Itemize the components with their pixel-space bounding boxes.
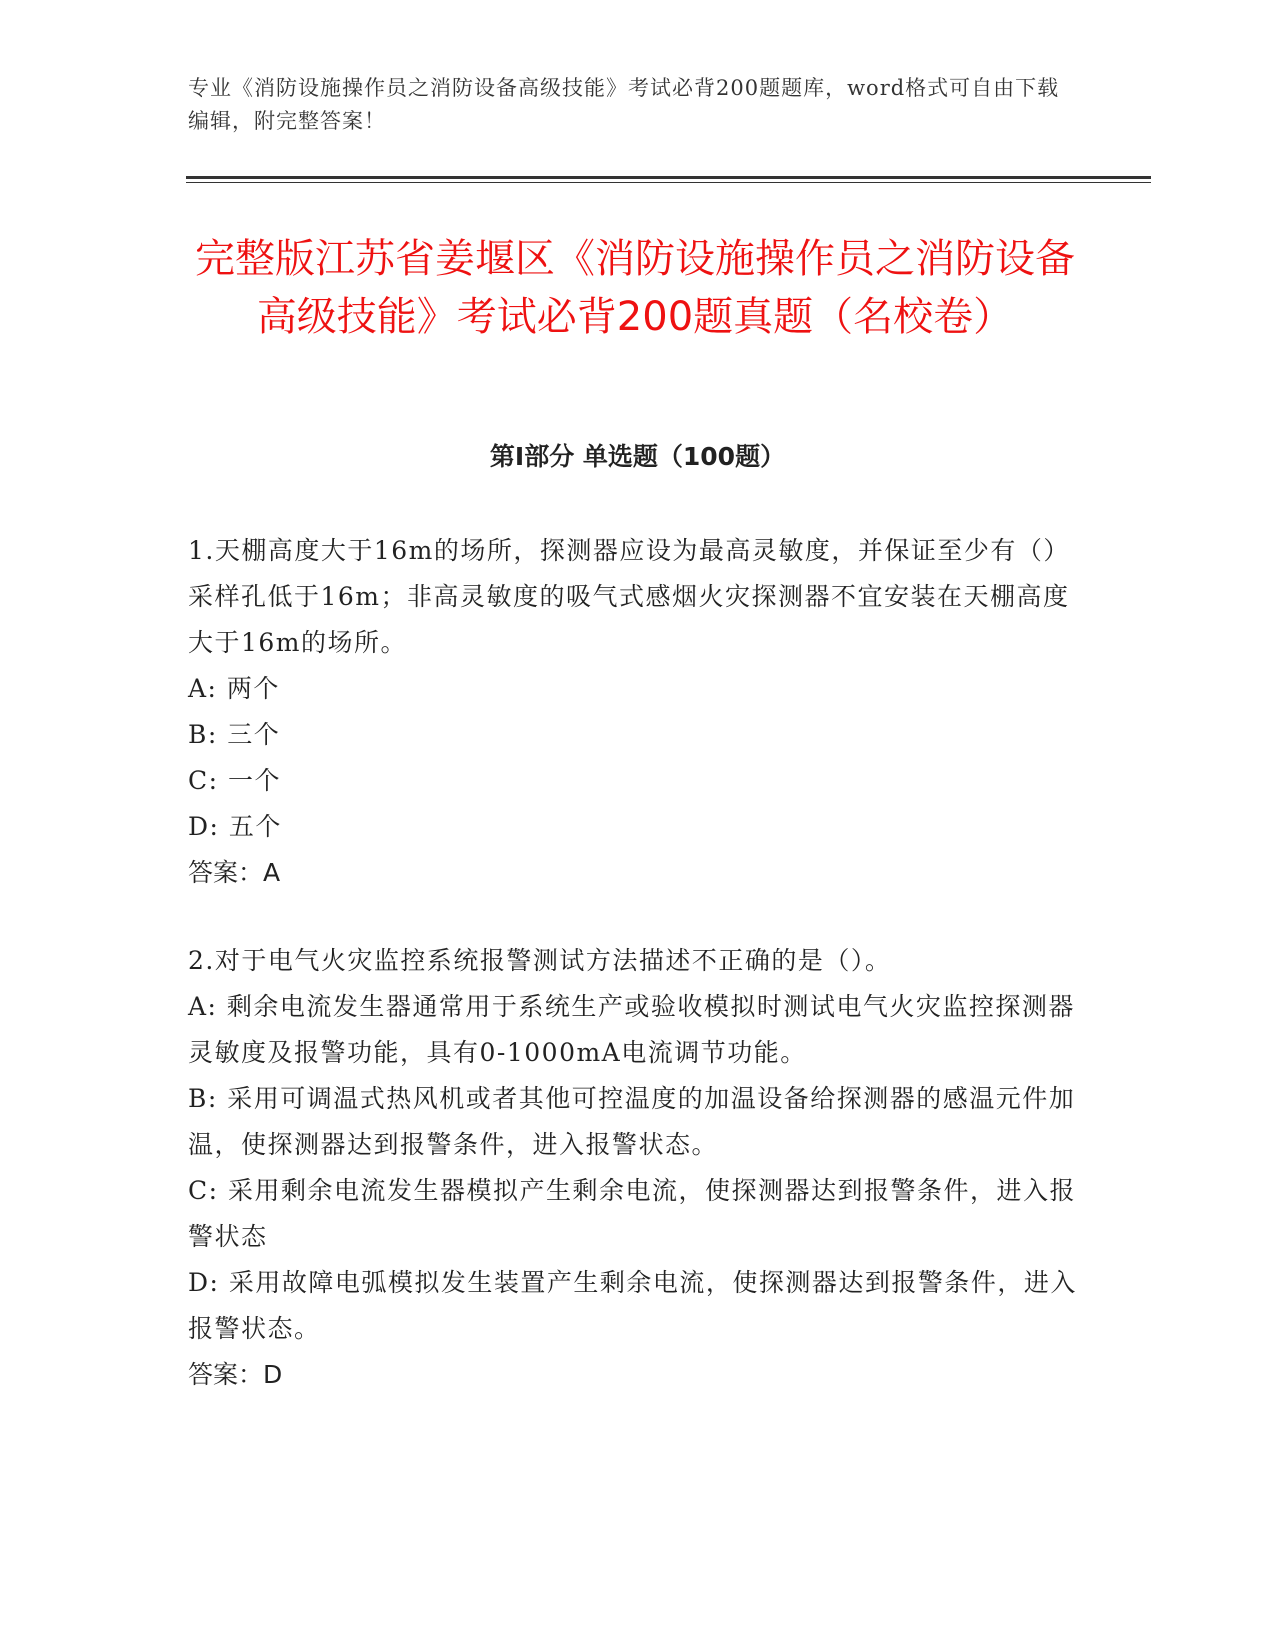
question-stem: 1.天棚高度大于16m的场所，探测器应设为最高灵敏度，并保证至少有（）采样孔低于16m；非高灵敏度的吸气式感烟火灾探测器不宜安装在天棚高度大于16m的场所。 bbox=[188, 536, 1070, 657]
option-d: D: 五个 bbox=[188, 812, 282, 841]
option-a: A: 剩余电流发生器通常用于系统生产或验收模拟时测试电气火灾监控探测器灵敏度及报警功能，具有0-1000mA电流调节功能。 bbox=[188, 992, 1075, 1067]
option-d: D: 采用故障电弧模拟发生装置产生剩余电流，使探测器达到报警条件，进入报警状态。 bbox=[188, 1268, 1077, 1343]
answer: 答案：A bbox=[188, 858, 281, 887]
header-divider-thick bbox=[186, 176, 1151, 179]
question-1 bbox=[188, 528, 1088, 896]
option-b: B: 采用可调温式热风机或者其他可控温度的加温设备给探测器的感温元件加温，使探测器达到报警条件，进入报警状态。 bbox=[188, 1084, 1076, 1159]
answer: 答案：D bbox=[188, 1360, 283, 1389]
option-c: C: 一个 bbox=[188, 766, 281, 795]
option-b: B: 三个 bbox=[188, 720, 281, 749]
header-note: 专业《消防设施操作员之消防设备高级技能》考试必背200题题库，word格式可自由下载编辑，附完整答案！ bbox=[188, 76, 1060, 133]
section-title: 第I部分 单选题（100题） bbox=[489, 442, 786, 471]
header-divider-thin bbox=[186, 182, 1151, 183]
question-2 bbox=[188, 938, 1088, 1398]
option-c: C: 采用剩余电流发生器模拟产生剩余电流，使探测器达到报警条件，进入报警状态 bbox=[188, 1176, 1077, 1251]
question-stem: 2.对于电气火灾监控系统报警测试方法描述不正确的是（）。 bbox=[188, 946, 892, 975]
option-a: A: 两个 bbox=[188, 674, 280, 703]
document-title: 完整版江苏省姜堰区《消防设施操作员之消防设备高级技能》考试必背200题真题（名校卷） bbox=[195, 236, 1075, 340]
